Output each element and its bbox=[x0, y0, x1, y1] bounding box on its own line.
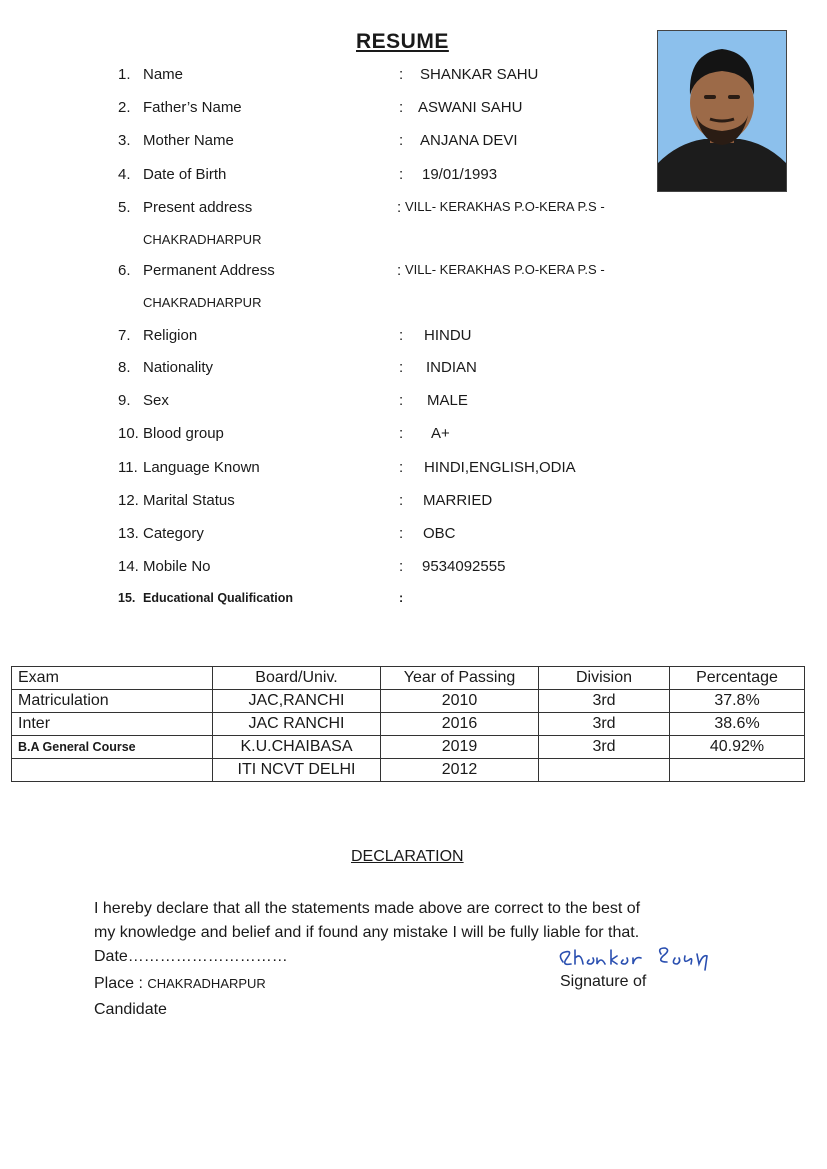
field-number: 14. bbox=[118, 558, 139, 575]
cell-year: 2010 bbox=[381, 690, 539, 713]
field-colon: : bbox=[399, 359, 404, 376]
cell-board: JAC RANCHI bbox=[213, 713, 381, 736]
header-division: Division bbox=[539, 667, 670, 690]
field-value: HINDI,ENGLISH,ODIA bbox=[424, 459, 576, 476]
field-label: Present address bbox=[143, 199, 253, 216]
field-label: Nationality bbox=[143, 359, 214, 376]
field-label: Permanent Address bbox=[143, 262, 275, 279]
field-colon: : bbox=[399, 425, 404, 442]
page-title: RESUME bbox=[356, 30, 449, 53]
cell-board: JAC,RANCHI bbox=[213, 690, 381, 713]
field-number: 10. bbox=[118, 425, 139, 442]
signature-of-label: Signature of bbox=[560, 973, 647, 990]
field-colon: : bbox=[399, 591, 404, 605]
table-header-row bbox=[12, 667, 805, 690]
field-value: 9534092555 bbox=[422, 558, 506, 575]
place-label: Place : bbox=[94, 975, 148, 992]
cell-division: 3rd bbox=[539, 713, 670, 736]
person-photo-icon bbox=[658, 31, 786, 191]
cell-year: 2012 bbox=[381, 759, 539, 782]
cell-percentage: 38.6% bbox=[670, 713, 805, 736]
header-board: Board/Univ. bbox=[213, 667, 381, 690]
field-number: 1. bbox=[118, 66, 131, 83]
field-number: 5. bbox=[118, 199, 131, 216]
field-value: OBC bbox=[423, 525, 456, 542]
cell-board: ITI NCVT DELHI bbox=[213, 759, 381, 782]
cell-division: 3rd bbox=[539, 736, 670, 759]
field-value: 19/01/1993 bbox=[422, 166, 498, 183]
header-year: Year of Passing bbox=[381, 667, 539, 690]
field-colon: : bbox=[399, 99, 404, 116]
field-value: ASWANI SAHU bbox=[418, 99, 523, 116]
field-colon: : bbox=[399, 66, 404, 83]
field-value: A+ bbox=[431, 425, 450, 442]
field-colon: : bbox=[399, 558, 404, 575]
declaration-line-2: my knowledge and belief and if found any mistake I will be fully liable for that. bbox=[94, 924, 640, 941]
cell-year: 2019 bbox=[381, 736, 539, 759]
field-value: INDIAN bbox=[426, 359, 477, 376]
field-label: Educational Qualification bbox=[143, 591, 294, 605]
header-exam: Exam bbox=[12, 667, 213, 690]
field-number: 6. bbox=[118, 262, 131, 279]
field-colon: : bbox=[399, 132, 404, 149]
field-label: Religion bbox=[143, 327, 198, 344]
declaration-title: DECLARATION bbox=[351, 848, 464, 865]
field-label: Mother Name bbox=[143, 132, 234, 149]
field-label: Marital Status bbox=[143, 492, 235, 509]
field-value: HINDU bbox=[424, 327, 472, 344]
candidate-label: Candidate bbox=[94, 1001, 167, 1018]
cell-exam bbox=[12, 759, 213, 782]
field-label: Name bbox=[143, 66, 184, 83]
field-label: Category bbox=[143, 525, 204, 542]
field-label: Language Known bbox=[143, 459, 260, 476]
table-row bbox=[12, 736, 805, 759]
education-table bbox=[11, 666, 805, 782]
field-value: MARRIED bbox=[423, 492, 493, 509]
field-number: 11. bbox=[118, 459, 138, 476]
cell-percentage: 37.8% bbox=[670, 690, 805, 713]
field-colon: : bbox=[399, 392, 404, 409]
field-label: Blood group bbox=[143, 425, 224, 442]
field-number: 2. bbox=[118, 99, 131, 116]
field-number: 7. bbox=[118, 327, 131, 344]
field-number: 12. bbox=[118, 492, 139, 509]
field-value: VILL- KERAKHAS P.O-KERA P.S - bbox=[405, 262, 605, 277]
field-number: 8. bbox=[118, 359, 131, 376]
cell-percentage bbox=[670, 759, 805, 782]
cell-year: 2016 bbox=[381, 713, 539, 736]
table-row bbox=[12, 759, 805, 782]
field-value: SHANKAR SAHU bbox=[420, 66, 539, 83]
field-value: ANJANA DEVI bbox=[420, 132, 518, 149]
field-colon: : bbox=[397, 262, 402, 279]
address-continuation: CHAKRADHARPUR bbox=[143, 232, 262, 247]
field-number: 13. bbox=[118, 525, 139, 542]
field-colon: : bbox=[399, 327, 404, 344]
cell-exam: B.A General Course bbox=[12, 736, 213, 759]
header-percentage: Percentage bbox=[670, 667, 805, 690]
field-colon: : bbox=[399, 166, 404, 183]
place-line bbox=[94, 975, 266, 993]
field-number: 4. bbox=[118, 166, 131, 183]
field-number: 3. bbox=[118, 132, 131, 149]
table-row bbox=[12, 713, 805, 736]
profile-photo bbox=[657, 30, 787, 192]
field-colon: : bbox=[397, 199, 402, 216]
address-continuation: CHAKRADHARPUR bbox=[143, 295, 262, 310]
cell-exam: Matriculation bbox=[12, 690, 213, 713]
field-value: VILL- KERAKHAS P.O-KERA P.S - bbox=[405, 199, 605, 214]
field-number: 9. bbox=[118, 392, 131, 409]
cell-exam: Inter bbox=[12, 713, 213, 736]
cell-division bbox=[539, 759, 670, 782]
field-value: MALE bbox=[427, 392, 468, 409]
cell-division: 3rd bbox=[539, 690, 670, 713]
field-colon: : bbox=[399, 492, 404, 509]
handwritten-signature bbox=[553, 940, 733, 974]
field-label: Date of Birth bbox=[143, 166, 227, 183]
place-value: CHAKRADHARPUR bbox=[147, 976, 266, 991]
field-colon: : bbox=[399, 459, 404, 476]
field-number: 15. bbox=[118, 591, 136, 605]
declaration-line-1: I hereby declare that all the statements made above are correct to the best of bbox=[94, 900, 641, 917]
field-label: Sex bbox=[143, 392, 169, 409]
declaration-date: Date………………………… bbox=[94, 948, 288, 965]
table-row bbox=[12, 690, 805, 713]
cell-percentage: 40.92% bbox=[670, 736, 805, 759]
field-label: Mobile No bbox=[143, 558, 211, 575]
field-colon: : bbox=[399, 525, 404, 542]
cell-board: K.U.CHAIBASA bbox=[213, 736, 381, 759]
field-label: Father’s Name bbox=[143, 99, 242, 116]
